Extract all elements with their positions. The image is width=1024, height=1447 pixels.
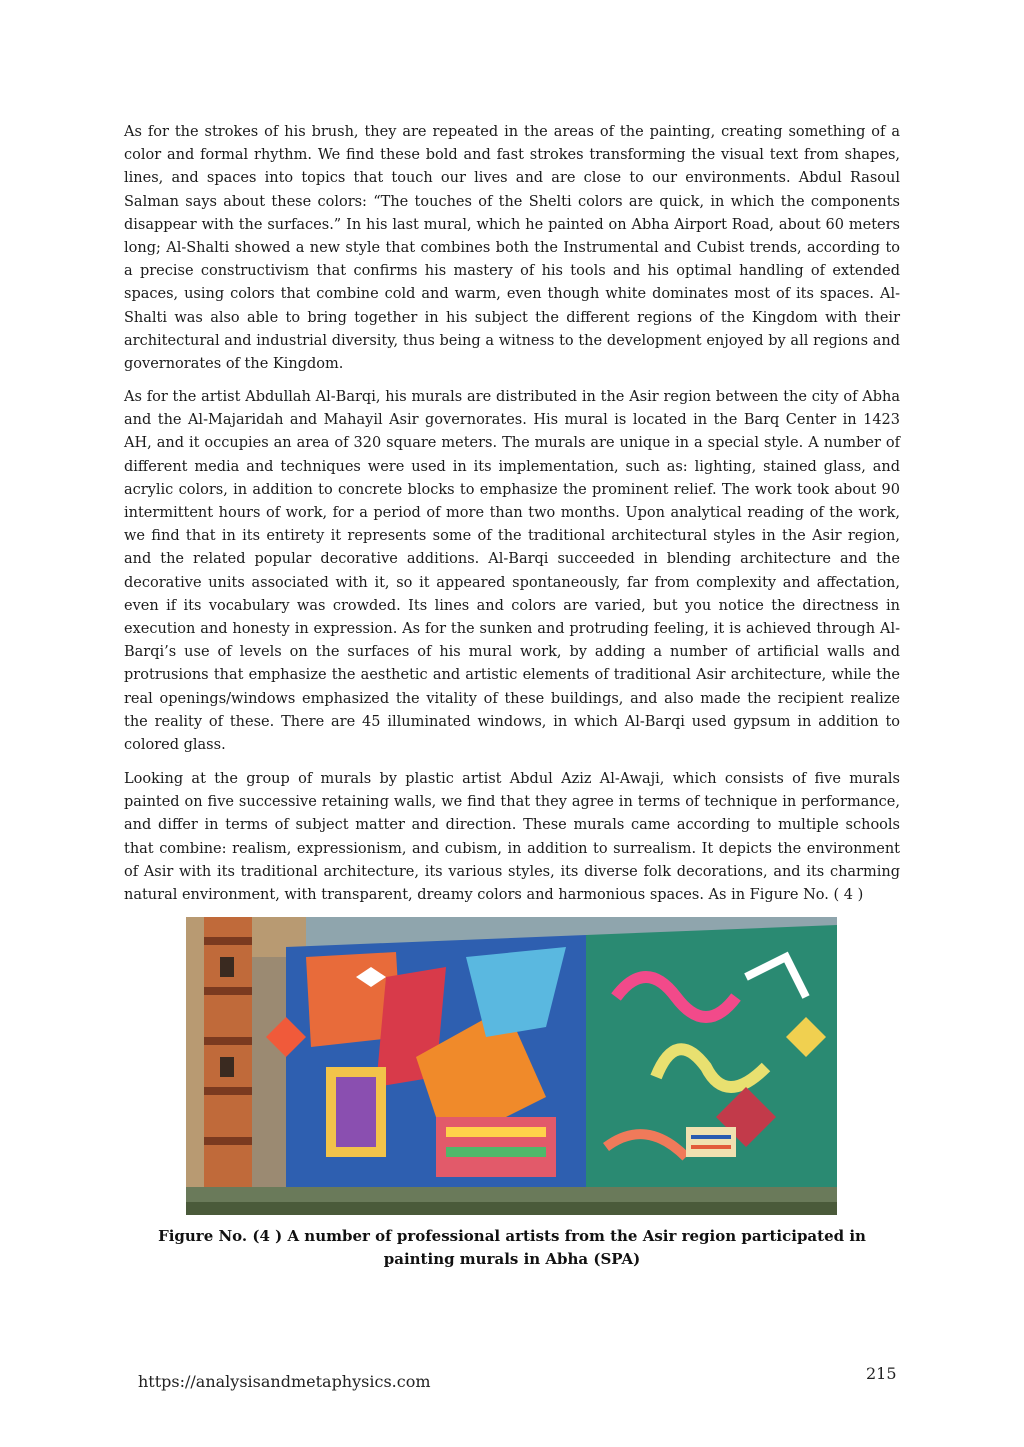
paragraph-barqi: As for the artist Abdullah Al-Barqi, his murals are distributed in the Asir region between the city of Abha and the Al-Majaridah and Mahayil Asir governorates. His mural is located in the Barq Center in 1423 AH, and it occupies an area of 320 square meters. The murals are unique in a special style. A number of different media and techniques were used in its implementation, such as: lighting, stained glass, and acrylic colors, in addition to concrete blocks to emphasize the prominent relief. The work took about 90 intermittent hours of work, for a period of more than two months. Upon analytical reading of the work, we find that in its entirety it represents some of the traditional architectural styles in the Asir region, and the related popular decorative additions. Al-Barqi succeeded in blending architecture and the decorative units associated with it, so it appeared spontaneously, far from complexity and affectation, even if its vocabulary was crowded. Its lines and colors are varied, but you notice the directness in execution and honesty in expression. As for the sunken and protruding feeling, it is achieved through Al-Barqi’s use of levels on the surfaces of his mural work, by adding a number of artificial walls and protrusions that emphasize the aesthetic and artistic elements of traditional Asir architecture, while the real openings/windows emphasized the vitality of these buildings, and also made the recipient realize the reality of these. There are 45 illuminated windows, in which Al-Barqi used gypsum in addition to colored glass. bbox=[124, 389, 900, 754]
page-number: 215 bbox=[866, 1364, 897, 1383]
paragraph-awaji: Looking at the group of murals by plastic artist Abdul Aziz Al-Awaji, which consists of five murals painted on five successive retaining walls, we find that they agree in terms of technique in performance, and differ in terms of subject matter and direction. These murals came according to multiple schools that combine: realism, expressionism, and cubism, in addition to surrealism. It depicts the environment of Asir with its traditional architecture, its various styles, its diverse folk decorations, and its charming natural environment, with transparent, dreamy colors and harmonious spaces. As in Figure No. ( 4 ) bbox=[124, 771, 900, 904]
paragraph-shalti: As for the strokes of his brush, they are repeated in the areas of the painting, creating something of a color and formal rhythm. We find these bold and fast strokes transforming the visual text from shapes, lines, and spaces into topics that touch our lives and are close to our environments. Abdul Rasoul Salman says about these colors: “The touches of the Shelti colors are quick, in which the components disappear with the surfaces.” In his last mural, which he painted on Abha Airport Road, about 60 meters long; Al-Shalti showed a new style that combines both the Instrumental and Cubist trends, according to a precise constructivism that confirms his mastery of his tools and his optimal handling of extended spaces, using colors that combine cold and warm, even though white dominates most of its spaces. Al-Shalti was also able to bring together in his subject the different regions of the Kingdom with their architectural and industrial diversity, thus being a witness to the development enjoyed by all regions and governorates of the Kingdom. bbox=[124, 124, 900, 373]
footer-url: https://analysisandmetaphysics.com bbox=[138, 1372, 431, 1391]
figure-caption: Figure No. (4 ) A number of professional artists from the Asir region participated in painting murals in Abha (SPA) bbox=[158, 1227, 866, 1268]
mural-photo bbox=[186, 917, 837, 1215]
